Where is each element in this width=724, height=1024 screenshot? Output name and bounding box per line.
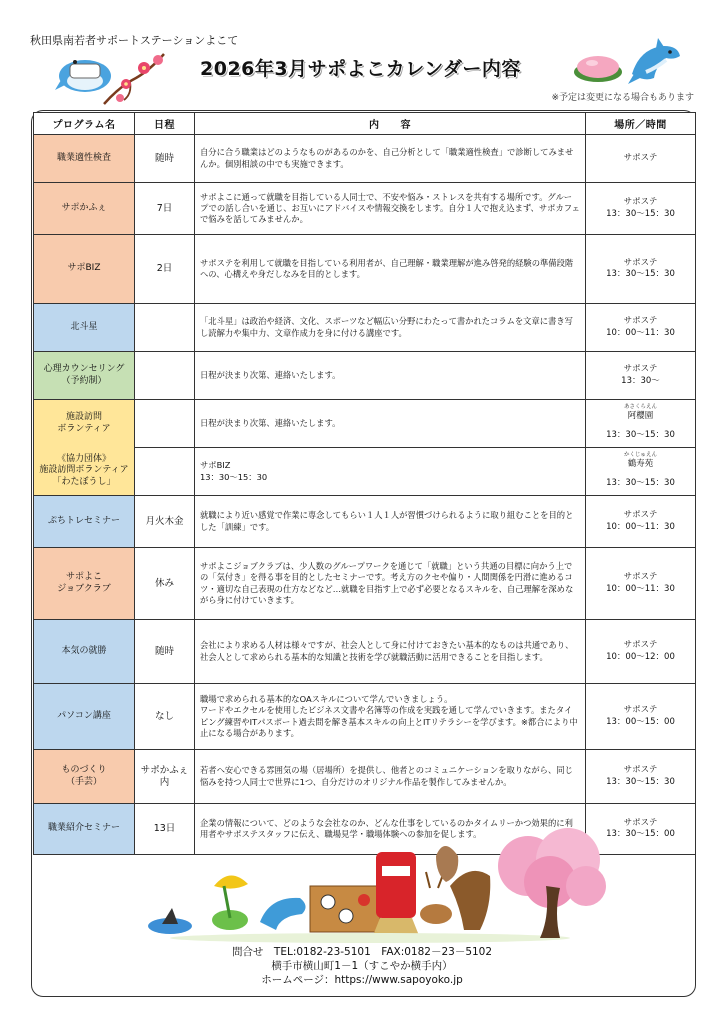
program-name: 職業紹介セミナー (34, 804, 135, 855)
program-schedule (135, 400, 195, 448)
header-content: 内 容 (195, 113, 586, 135)
dolphin-icon (626, 38, 684, 88)
program-place: サポステ 13：00～15：00 (586, 684, 696, 750)
table-row (34, 183, 696, 235)
sakura-mochi-icon (572, 50, 624, 84)
table-row (34, 548, 696, 620)
program-place: サポステ 13：30～ (586, 352, 696, 400)
program-place: サポステ 13：30～15：00 (586, 804, 696, 855)
program-place: サポステ 13：30～15：30 (586, 750, 696, 804)
program-name: サポかふぇ (34, 183, 135, 235)
program-schedule: なし (135, 684, 195, 750)
program-name: サポよこ ジョブクラブ (34, 548, 135, 620)
program-name: サポBIZ (34, 235, 135, 304)
program-name: 北斗星 (34, 304, 135, 352)
contact-address: 横手市横山町1－1（すこやか横手内） (271, 960, 453, 972)
header-place-time: 場所／時間 (586, 113, 696, 135)
header-schedule: 日程 (135, 113, 195, 135)
program-description: 職場で求められる基本的なOAスキルについて学んでいきましょう。 ワードやエクセルを使用したビジネス文書や名簿等の作成を実践を通して学んでいきます。またタイピング練習やITパスポート過去問を解き基本スキルの向上とITリテラシーを学びます。※都合により中止になる場合があります。 (195, 684, 586, 750)
program-description: サポよこジョブクラブは、少人数のグループワークを通じて「就職」という共通の目標に向かう上での「気付き」を得る事を目的としたセミナーです。考え方のクセや偏り・人間関係を円滑に進めるコツ・適切な自己表現の仕方などなど…就職を目指す上で必ず必要となるスキルを、自己理解を深めながら身に付けていきます。 (195, 548, 586, 620)
table-row (34, 304, 696, 352)
program-description: 日程が決まり次第、連絡いたします。 (195, 352, 586, 400)
program-schedule: 随時 (135, 135, 195, 183)
table-row (34, 135, 696, 183)
program-name: 本気の就勝 (34, 620, 135, 684)
table-row (34, 620, 696, 684)
table-row (34, 448, 696, 496)
program-schedule: 2日 (135, 235, 195, 304)
organization-name: 秋田県南若者サポートステーションよこて (30, 34, 239, 47)
program-place: あさくらえん 阿櫻園 13：30～15：30 (586, 400, 696, 448)
program-place: かくじゅえん 鶴寿苑 13：30～15：30 (586, 448, 696, 496)
program-place: サポステ 10：00～11：30 (586, 548, 696, 620)
program-description: 若者へ安心できる雰囲気の場（居場所）を提供し、他者とのコミュニケーションを取りながら、同じ悩みを持つ人同士で世界に1つ、自分だけのオリジナル作品を製作してみませんか。 (195, 750, 586, 804)
program-description: 自分に合う職業はどのようなものがあるのかを、自己分析として「職業適性検査」で診断してみませんか。個別相談の中でも実施できます。 (195, 135, 586, 183)
calendar-table (33, 112, 696, 855)
program-place: サポステ 10：00～11：30 (586, 304, 696, 352)
program-schedule (135, 448, 195, 496)
program-name: ものづくり （手芸） (34, 750, 135, 804)
program-name: ぷちトレセミナー (34, 496, 135, 548)
header-program: プログラム名 (34, 113, 135, 135)
table-row (34, 684, 696, 750)
page-title: 2026年3月サポよこカレンダー内容 (200, 58, 521, 80)
change-notice: ※予定は変更になる場合もあります (551, 93, 694, 103)
cherry-tree-icon (488, 826, 614, 944)
program-place: サポステ (586, 135, 696, 183)
table-row (34, 400, 696, 448)
table-row (34, 496, 696, 548)
program-description: 日程が決まり次第、連絡いたします。 (195, 400, 586, 448)
program-place: サポステ 10：00～12：00 (586, 620, 696, 684)
program-description: サポよこに通って就職を目指している人同士で、不安や悩み・ストレスを共有する場所です。グループでの話し合いを通じ、お互いにアドバイスや情報交換をします。自分１人で抱え込まず、サポカフェで悩みを話してみませんか。 (195, 183, 586, 235)
program-place: サポステ 10：00～11：30 (586, 496, 696, 548)
program-place: サポステ 13：30～15：30 (586, 235, 696, 304)
table-row (34, 750, 696, 804)
program-description: サポステを利用して就職を目指している利用者が、自己理解・職業理解が進み啓発的経験の準備段階への、心構えや身だしなみを目的とします。 (195, 235, 586, 304)
program-name: パソコン講座 (34, 684, 135, 750)
program-description: 企業の情報について、どのような会社なのか、どんな仕事をしているのかタイムリーかつ効果的に利用者やサポステスタッフに伝え、職場見学・職場体験への参加を促します。 (195, 804, 586, 855)
program-name: 《協力団体》 施設訪問ボランティア 「わたぼうし」 (34, 448, 135, 496)
program-description: 就職により近い感覚で作業に専念してもらい１人１人が習慣づけられるように取り組むことを目的とした「訓練」です。 (195, 496, 586, 548)
homepage-link[interactable]: ホームページ：https://www.sapoyoko.jp (261, 974, 463, 986)
program-schedule: 休み (135, 548, 195, 620)
table-row (34, 235, 696, 304)
program-schedule: 7日 (135, 183, 195, 235)
program-schedule (135, 352, 195, 400)
program-name: 職業適性検査 (34, 135, 135, 183)
program-name: 心理カウンセリング （予約制） (34, 352, 135, 400)
program-schedule: サポかふぇ 内 (135, 750, 195, 804)
program-schedule (135, 304, 195, 352)
plum-blossom-icon (100, 50, 168, 106)
contact-phone: 問合せ TEL:0182-23-5101 FAX:0182－23－5102 (231, 946, 493, 958)
program-schedule: 随時 (135, 620, 195, 684)
program-description: 「北斗星」は政治や経済、文化、スポーツなど幅広い分野にわたって書かれたコラムを文章に書き写し読解力や集中力、文章作成力を身に付ける講座です。 (195, 304, 586, 352)
program-description: サポBIZ 13：30～15：30 (195, 448, 586, 496)
program-description: 会社により求める人材は様々ですが、社会人として身に付けておきたい基本的なものは共通であり、社会人として求められる基本的な知識と技術を学び就職活動に活用できることを目指します。 (195, 620, 586, 684)
program-schedule: 13日 (135, 804, 195, 855)
program-name: 施設訪問 ボランティア (34, 400, 135, 448)
program-schedule: 月火木金 (135, 496, 195, 548)
program-place: サポステ 13：30～15：30 (586, 183, 696, 235)
table-row (34, 352, 696, 400)
